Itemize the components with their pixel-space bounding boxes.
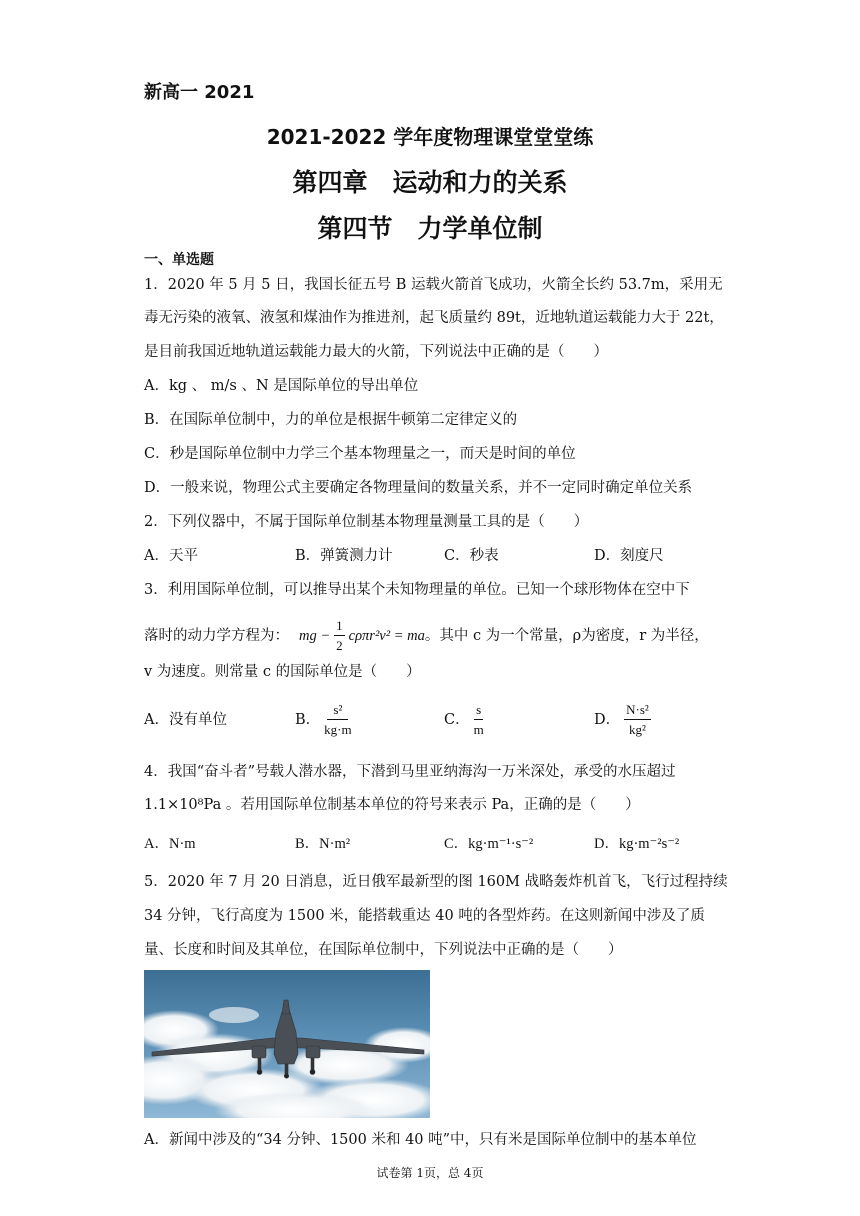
fraction-denominator: m (473, 722, 484, 737)
option-b: B．在国际单位制中，力的单位是根据牛顿第二定律定义的 (144, 412, 518, 428)
question-text: 4．我国“奋斗者”号载人潜水器，下潜到马里亚纳海沟一万米深处，承受的水压超过 (144, 764, 676, 780)
fraction-numerator: s² (327, 702, 348, 720)
fraction-numerator: s (474, 702, 483, 720)
option-a: A．kg 、 m/s 、N 是国际单位的导出单位 (144, 378, 419, 394)
question-text: 1.1×10⁸Pa 。若用国际单位制基本单位的符号来表示 Pa，正确的是（ ） (144, 797, 640, 813)
option-d: D．一般来说，物理公式主要确定各物理量间的数量关系，并不一定同时确定单位关系 (144, 480, 693, 496)
option-a: A．新闻中涉及的“34 分钟、1500 米和 40 吨”中，只有米是国际单位制中的基本单位 (144, 1132, 697, 1148)
section-heading: 一、单选题 (144, 252, 214, 268)
option-c (444, 700, 488, 740)
page-footer: 试卷第 1页，总 4页 (376, 1166, 484, 1180)
equation-right: cρπr²v² = ma (348, 628, 425, 644)
option-c: C．秒是国际单位制中力学三个基本物理量之一，而天是时间的单位 (144, 446, 576, 462)
question-text: 落时的动力学方程为： (144, 628, 289, 644)
option-a: A．天平 (144, 548, 198, 564)
option-label: B． (295, 712, 321, 728)
corner-label: 新高一 2021 (144, 82, 255, 103)
option-c: C．kg·m⁻¹·s⁻² (444, 836, 534, 852)
question-text: 3．利用国际单位制，可以推导出某个未知物理量的单位。已知一个球形物体在空中下 (144, 582, 690, 598)
question-text: 毒无污染的液氧、液氢和煤油作为推进剂，起飞质量约 89t，近地轨道运载能力大于 22t， (144, 310, 724, 326)
option-d: D．kg·m⁻²s⁻² (594, 836, 680, 852)
question-text: 5．2020 年 7 月 20 日消息，近日俄军最新型的图 160M 战略轰炸机首飞，飞行过程持续 (144, 874, 728, 890)
option-a: A．没有单位 (144, 712, 227, 728)
option-fraction (474, 702, 484, 738)
section-title: 第四节 力学单位制 (317, 214, 543, 243)
option-d: D．刻度尺 (594, 548, 664, 564)
equation-left: mg − (299, 628, 331, 644)
option-b: B．N·m² (295, 836, 351, 852)
option-b: B．弹簧测力计 (295, 548, 393, 564)
option-d (594, 700, 655, 740)
fraction-numerator: 1 (334, 618, 345, 636)
course-title: 2021-2022 学年度物理课堂堂堂练 (266, 125, 594, 149)
bomber-photo (144, 970, 430, 1118)
option-label: D． (594, 712, 621, 728)
option-fraction (624, 702, 651, 738)
question-text: 是目前我国近地轨道运载能力最大的火箭，下列说法中正确的是（ ） (144, 344, 608, 360)
bomber-image (144, 970, 430, 1118)
option-a: A．N·m (144, 836, 196, 852)
option-c: C．秒表 (444, 548, 499, 564)
fraction-denominator: kg² (629, 722, 646, 737)
question-text: 2．下列仪器中，不属于国际单位制基本物理量测量工具的是（ ） (144, 514, 589, 530)
question-text: v 为速度。则常量 c 的国际单位是（ ） (144, 664, 421, 680)
fraction-numerator: N·s² (624, 702, 651, 720)
fraction-denominator: 2 (336, 638, 343, 653)
question-text: 34 分钟，飞行高度为 1500 米，能搭载重达 40 吨的各型炸药。在这则新闻中涉及了质 (144, 908, 705, 924)
question-text: 量、长度和时间及其单位，在国际单位制中，下列说法中正确的是（ ） (144, 942, 623, 958)
fraction-denominator: kg·m (324, 722, 352, 737)
option-fraction (324, 702, 351, 738)
option-label: C． (444, 712, 470, 728)
question-text: 1．2020 年 5 月 5 日，我国长征五号 B 运载火箭首飞成功，火箭全长约 53.7m，采用无 (144, 277, 723, 293)
question-text-equation-line (144, 616, 709, 656)
option-b (295, 700, 356, 740)
question-text: 。其中 c 为一个常量，ρ为密度，r 为半径， (424, 628, 709, 644)
equation-fraction (334, 618, 345, 654)
chapter-title: 第四章 运动和力的关系 (292, 168, 568, 197)
